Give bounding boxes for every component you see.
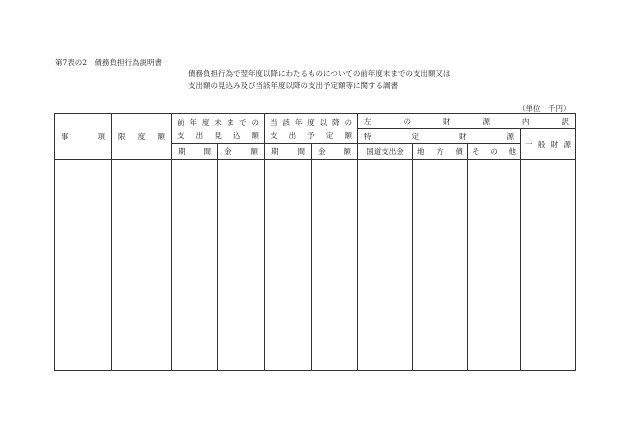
header-current-amount: 金額 — [312, 144, 358, 160]
cell-limit[interactable] — [112, 160, 172, 371]
cell-other[interactable] — [468, 160, 521, 371]
header-current-period: 期間 — [265, 144, 312, 160]
header-other: その他 — [468, 144, 521, 160]
header-prior-line2: 支出見込額 — [177, 130, 259, 140]
form-title: 債務負担行為で翌年度以降にわたるものについての前年度末までの支出額又は支出額の見込み及び当該年度以降の支出予定額等に関する調書 — [188, 69, 451, 90]
header-local-bond: 地方債 — [413, 144, 468, 160]
header-item: 事 項 — [55, 114, 112, 160]
table-body-row — [55, 160, 576, 371]
cell-local-bond[interactable] — [413, 160, 468, 371]
debt-burden-table — [54, 113, 576, 371]
cell-current-amount[interactable] — [312, 160, 358, 371]
cell-national-funds[interactable] — [358, 160, 413, 371]
form-number: 第7表の2 債務負担行為説明書 — [55, 58, 163, 67]
unit-label: （単位 千円） — [518, 104, 571, 113]
header-specific-funds: 特定財源 — [358, 129, 521, 144]
header-national-funds: 国道支出金 — [358, 144, 413, 160]
header-funding-breakdown: 左の財源内訳 — [358, 114, 576, 129]
header-prior-line1: 前年度末までの — [177, 117, 259, 127]
header-limit: 限度額 — [112, 114, 172, 160]
cell-item[interactable] — [55, 160, 112, 371]
cell-general-funds[interactable] — [521, 160, 576, 371]
cell-current-period[interactable] — [265, 160, 312, 371]
header-current-line2: 支出予定額 — [270, 130, 352, 140]
cell-prior-period[interactable] — [172, 160, 218, 371]
header-general-funds: 一般財源 — [521, 129, 576, 160]
header-prior-expenditure — [172, 114, 265, 144]
header-prior-amount: 金額 — [218, 144, 265, 160]
cell-prior-amount[interactable] — [218, 160, 265, 371]
header-prior-period: 期間 — [172, 144, 218, 160]
header-current-line1: 当該年度以降の — [270, 117, 352, 127]
header-current-expenditure — [265, 114, 358, 144]
